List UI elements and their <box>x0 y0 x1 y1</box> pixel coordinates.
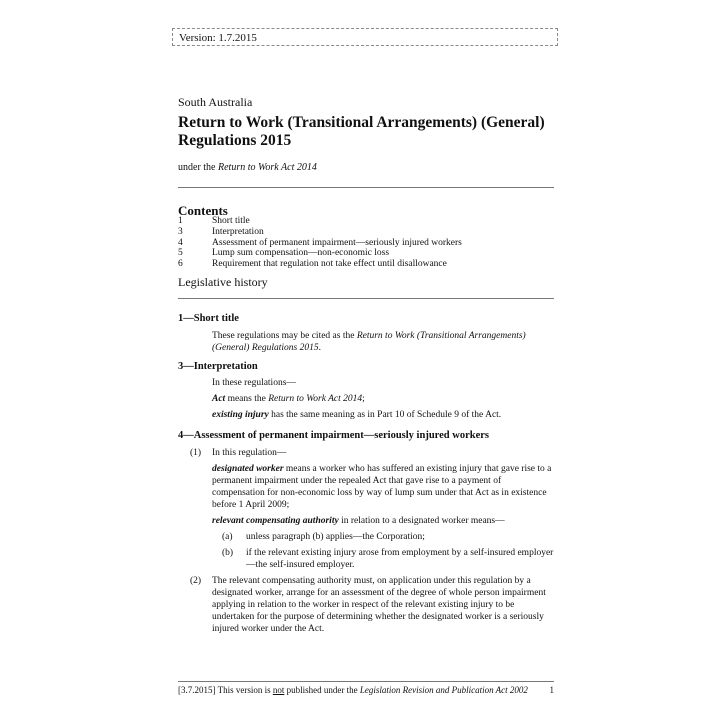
toc-item[interactable] <box>178 259 462 270</box>
page-number: 1 <box>549 685 554 695</box>
divider <box>178 298 554 299</box>
paragraph-b-text: if the relevant existing injury arose from employment by a self-insured employer—the self-insured employer. <box>246 548 554 570</box>
legislative-history-link[interactable]: Legislative history <box>178 275 268 289</box>
toc-label: Assessment of permanent impairment—seriously injured workers <box>212 237 462 248</box>
section-1-heading: 1—Short title <box>178 313 239 324</box>
definition-designated-worker: designated worker means a worker who has suffered an existing injury that gave rise to a permanent impairment under the repealed Act that gave rise to a payment of compensation for non-economic loss by way of lump sum under that Act as in existence before 1 April 2009; <box>212 464 552 510</box>
toc-item[interactable] <box>178 227 462 238</box>
paragraph-a-text: unless paragraph (b) applies—the Corporation; <box>246 532 425 542</box>
subsection-1-intro: In this regulation— <box>212 448 287 458</box>
divider <box>178 187 554 188</box>
paragraph-number: (a) <box>222 532 233 542</box>
definition-existing-injury: existing injury has the same meaning as in Part 10 of Schedule 9 of the Act. <box>212 410 502 420</box>
definition-relevant-compensating-authority: relevant compensating authority in relation to a designated worker means— <box>212 516 505 526</box>
toc-item[interactable] <box>178 238 462 249</box>
footer-act: Legislation Revision and Publication Act 2002 <box>359 685 528 695</box>
jurisdiction: South Australia <box>178 95 253 109</box>
toc-label: Interpretation <box>212 226 264 237</box>
toc-number: 6 <box>178 259 183 270</box>
footer-date: [3.7.2015] <box>178 685 216 695</box>
definition-act: Act means the Return to Work Act 2014; <box>212 394 365 404</box>
contents-heading: Contents <box>178 203 228 218</box>
subsection-number: (1) <box>190 448 202 458</box>
under-act-line: under the Return to Work Act 2014 <box>178 162 317 173</box>
toc-number: 1 <box>178 216 183 226</box>
toc-number: 4 <box>178 237 183 248</box>
subsection-number: (2) <box>190 576 202 586</box>
table-of-contents <box>178 216 462 270</box>
paragraph-number: (b) <box>222 548 234 558</box>
version-label: Version: 1.7.2015 <box>172 28 558 46</box>
toc-label: Lump sum compensation—non-economic loss <box>212 248 390 259</box>
section-4-heading: 4—Assessment of permanent impairment—seriously injured workers <box>178 430 489 441</box>
section-3-intro: In these regulations— <box>212 378 296 388</box>
footer-not: not <box>272 685 285 695</box>
toc-item[interactable] <box>178 248 462 259</box>
toc-label: Requirement that regulation not take effect until disallowance <box>212 259 447 270</box>
toc-number: 5 <box>178 248 183 259</box>
page-footer: [3.7.2015] This version is not published under the Legislation Revision and Publication Act 2002 1 <box>178 681 554 695</box>
subsection-2-text: The relevant compensating authority must, on application under this regulation by a designated worker, arrange for an assessment of the degree of whole person impairment applying in relation to the worker in respect of the relevant existing injury to be undertaken for the purpose of determining whether the designated worker is a seriously injured worker under the Act. <box>212 576 546 634</box>
section-1-text: These regulations may be cited as the Return to Work (Transitional Arrangements) (General) Regulations 2015. <box>212 331 526 353</box>
section-3-heading: 3—Interpretation <box>178 361 258 372</box>
toc-number: 3 <box>178 226 183 237</box>
document-title: Return to Work (Transitional Arrangements) (General) Regulations 2015 <box>178 114 545 149</box>
toc-label: Short title <box>212 216 250 226</box>
toc-item[interactable] <box>178 216 462 227</box>
